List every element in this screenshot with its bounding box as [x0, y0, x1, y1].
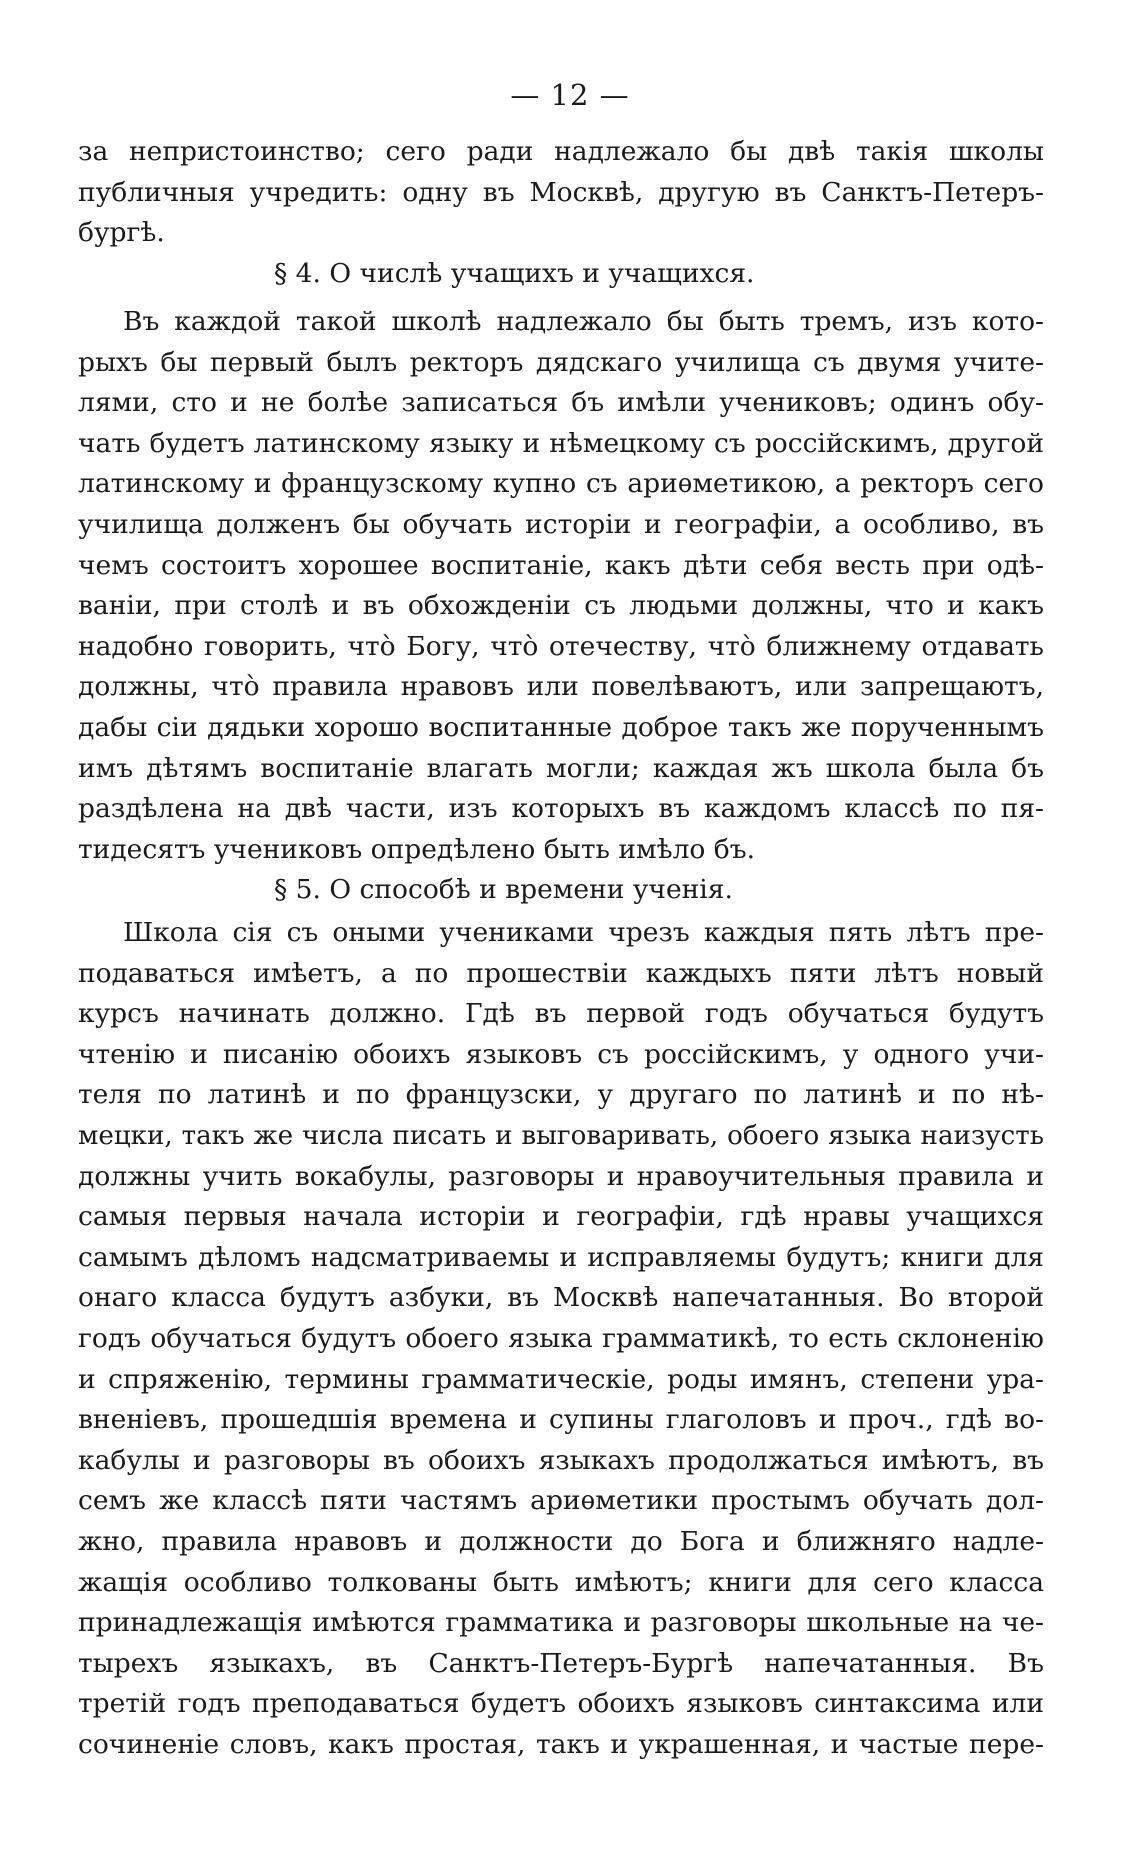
text-line: за непристоинство; сего ради надлежало бы двѣ такія школы [78, 136, 1044, 167]
text-line: должны, что̀ правила нравовъ или повелѣваютъ, или запрещаютъ, [78, 671, 1044, 703]
text-line: вненіевъ, прошедшія времена и супины глаголовъ и проч., гдѣ во- [78, 1404, 1044, 1436]
section-4-body [78, 302, 1044, 911]
section-heading-5: § 5. О способѣ и времени ученія. [274, 874, 733, 906]
text-line: курсъ начинать должно. Гдѣ въ первой годъ обучаться будутъ [78, 998, 1044, 1030]
text-line: семъ же классѣ пяти частямъ ариѳметики простымъ обучать дол- [78, 1485, 1044, 1517]
text-line: чтенію и писанію обоихъ языковъ съ россійскимъ, у одного учи- [78, 1038, 1044, 1070]
text-line: должны учить вокабулы, разговоры и нравоучительныя правила и [78, 1160, 1044, 1192]
text-line: Школа сія съ оными учениками чрезъ каждыя пять лѣтъ пре- [123, 917, 1044, 948]
text-line: надобно говорить, что̀ Богу, что̀ отечеству, что̀ ближнему отдавать [78, 630, 1044, 662]
text-line: училища долженъ бы обучать исторіи и географіи, а особливо, въ [78, 508, 1044, 540]
text-line: тидесятъ учениковъ опредѣлено быть имѣло бъ. [78, 833, 756, 865]
text-line: чемъ состоитъ хорошее воспитаніе, какъ дѣти себя весть при одѣ- [78, 549, 1044, 581]
text-line: Въ каждой такой школѣ надлежало бы быть тремъ, изъ кото- [123, 306, 1044, 337]
text-line: подаваться имѣетъ, а по прошествіи каждыхъ пяти лѣтъ новый [78, 957, 1044, 989]
text-line: чать будетъ латинскому языку и нѣмецкому съ россійскимъ, другой [78, 427, 1044, 459]
page-number: — 12 — [510, 78, 630, 112]
text-line: тырехъ языкахъ, въ Санктъ-Петеръ-Бургѣ напечатанныя. Въ [78, 1647, 1044, 1679]
text-line: жно, правила нравовъ и должности до Бога и ближняго надле- [78, 1525, 1044, 1557]
text-line: рыхъ бы первый былъ ректоръ дядскаго училища съ двумя учите- [78, 346, 1044, 378]
text-line: лями, сто и не болѣе записаться бъ имѣли учениковъ; одинъ обу- [78, 387, 1044, 419]
text-line: теля по латинѣ и по французски, у другаго по латинѣ и по нѣ- [78, 1079, 1044, 1111]
section-5-body [78, 913, 1044, 1765]
text-line: публичныя учредить: одну въ Москвѣ, другую въ Санктъ-Петеръ- [78, 176, 1044, 208]
text-line: и спряженію, термины грамматическіе, роды имянъ, степени ура- [78, 1363, 1044, 1395]
section-heading-4: § 4. О числѣ учащихъ и учащихся. [274, 257, 755, 289]
text-line: принадлежащія имѣются грамматика и разговоры школьные на че- [78, 1607, 1044, 1639]
text-line: латинскому и французскому купно съ ариѳметикою, а ректоръ сего [78, 468, 1044, 500]
text-line: бургѣ. [78, 217, 165, 249]
text-line: третій годъ преподаваться будетъ обоихъ языковъ синтаксима или [78, 1688, 1044, 1720]
text-line: самыя первыя начала исторіи и географіи, гдѣ нравы учащихся [78, 1201, 1044, 1233]
text-line: мецки, такъ же числа писать и выговаривать, обоего языка наизусть [78, 1120, 1044, 1151]
text-line: годъ обучаться будутъ обоего языка грамматикѣ, то есть склоненію [78, 1322, 1044, 1354]
text-line: жащія особливо толкованы быть имѣютъ; книги для сего класса [78, 1566, 1044, 1598]
text-line: имъ дѣтямъ воспитаніе влагать могли; каждая жъ школа была бъ [78, 752, 1044, 784]
text-line: раздѣлена на двѣ части, изъ которыхъ въ каждомъ классѣ по пя- [78, 793, 1044, 825]
paragraph-continuation [78, 132, 1044, 294]
text-line: онаго класса будутъ азбуки, въ Москвѣ напечатанныя. Во второй [78, 1282, 1044, 1314]
text-line: самымъ дѣломъ надсматриваемы и исправляемы будутъ; книги для [78, 1241, 1044, 1273]
text-line: дабы сіи дядьки хорошо воспитанные доброе такъ же порученнымъ [78, 711, 1044, 743]
text-line: кабулы и разговоры въ обоихъ языкахъ продолжаться имѣютъ, въ [78, 1444, 1044, 1476]
text-line: сочиненіе словъ, какъ простая, такъ и украшенная, и частые пере- [78, 1728, 1044, 1760]
text-line: ваніи, при столѣ и въ обхожденіи съ людьми должны, что и какъ [78, 590, 1044, 622]
